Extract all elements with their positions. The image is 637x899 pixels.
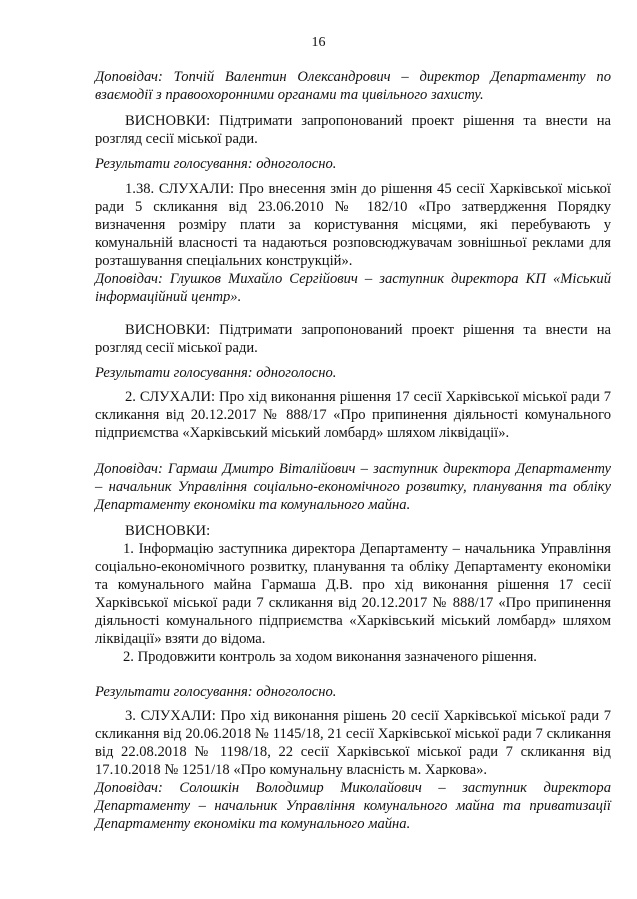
conclusion-3-item-1: 1. Інформацію заступника директора Департаменту – начальника Управління соціально-економічного розвитку, планування та обліку Департаменту економіки та комунального майна Гармаша Д.В. про хід виконання рішення 17 сесії Харківської міської ради 7 скликання від 20.12.2017 № 888/17 «Про припинення діяльності комунального підприємства «Харківський міський ломбард» шляхом ліквідації» взяти до відома. — [95, 541, 611, 647]
speaker-hlushkov: Доповідач: Глушков Михайло Сергійович – заступник директора КП «Міський інформаційний центр». — [95, 271, 611, 305]
heard-2: 2. СЛУХАЛИ: Про хід виконання рішення 17 сесії Харківської міської ради 7 скликання від 20.12.2017 № 888/17 «Про припинення діяльності комунального підприємства «Харківський міський ломбард» шляхом ліквідації». — [95, 389, 611, 441]
conclusion-3-item-2: 2. Продовжити контроль за ходом виконання зазначеного рішення. — [123, 649, 537, 665]
heard-1-38: 1.38. СЛУХАЛИ: Про внесення змін до рішення 45 сесії Харківської міської ради 5 скликання від 23.06.2010 № 182/10 «Про затвердження Порядку визначення розміру плати за користування місцями, які перебувають у комунальній власності та надаються розповсюджувачам зовнішньої реклами для розташування спеціальних конструкцій». — [95, 181, 611, 269]
vote-result-2: Результати голосування: одноголосно. — [95, 365, 337, 381]
vote-result-1: Результати голосування: одноголосно. — [95, 156, 337, 172]
speaker-harmash: Доповідач: Гармаш Дмитро Віталійович – заступник директора Департаменту – начальник Управління соціально-економічного розвитку, планування та обліку Департаменту економіки та комунального майна. — [95, 461, 611, 513]
conclusion-2: ВИСНОВКИ: Підтримати запропонований проект рішення та внести на розгляд сесії міської ради. — [95, 322, 611, 356]
speaker-topchii: Доповідач: Топчій Валентин Олександрович – директор Департаменту по взаємодії з правоохоронними органами та цивільного захисту. — [95, 69, 611, 103]
conclusion-3-title: ВИСНОВКИ: — [125, 523, 211, 539]
heard-3: 3. СЛУХАЛИ: Про хід виконання рішень 20 сесії Харківської міської ради 7 скликання від 20.06.2018 № 1145/18, 21 сесії Харківської міської ради 7 скликання від 22.08.2018 № 1198/18, 22 сесії Харківської міської ради 7 скликання від 17.10.2018 № 1251/18 «Про комунальну власність м. Харкова». — [95, 708, 611, 778]
page-number: 16 — [311, 35, 326, 50]
speaker-soloshkin: Доповідач: Солошкін Володимир Миколайович – заступник директора Департаменту – начальник Управління комунального майна та приватизації Департаменту економіки та комунального майна. — [95, 780, 611, 832]
conclusion-1: ВИСНОВКИ: Підтримати запропонований проект рішення та внести на розгляд сесії міської ради. — [95, 113, 611, 147]
vote-result-3: Результати голосування: одноголосно. — [95, 684, 337, 700]
